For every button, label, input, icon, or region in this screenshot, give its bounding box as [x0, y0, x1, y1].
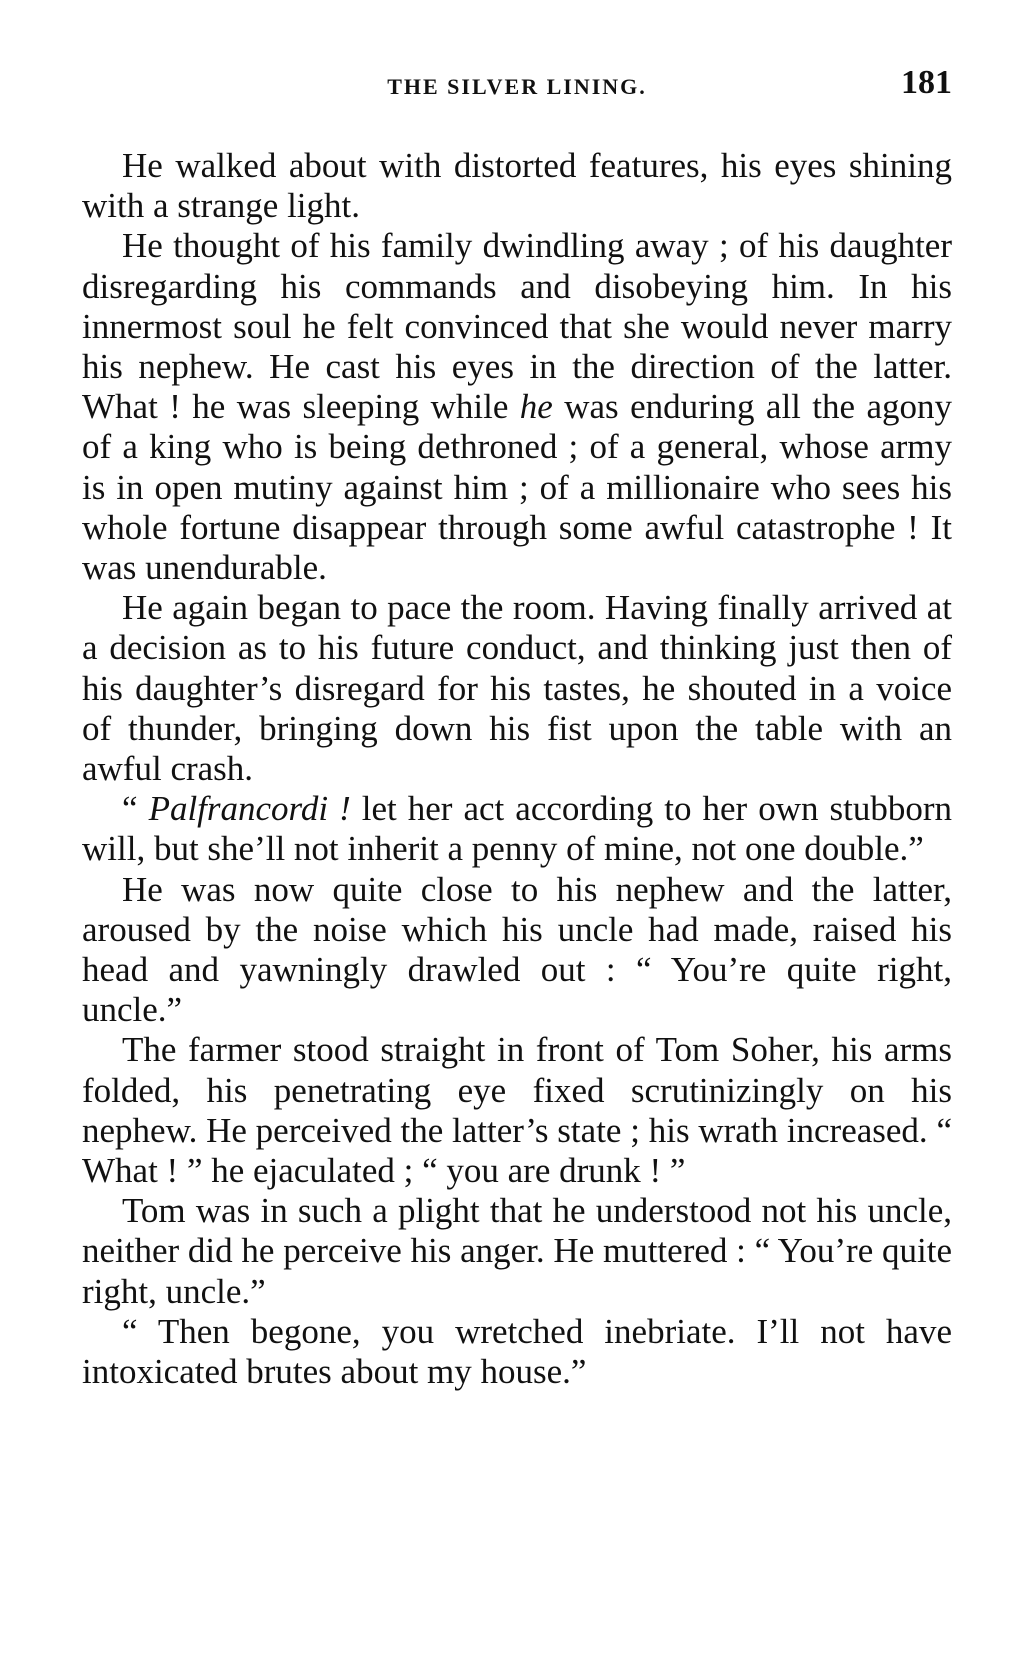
paragraph: [82, 789, 952, 869]
text-run: was enduring all the agony of a king who is being dethroned ; of a general, whose army is in open mutiny against him ; of a millionaire who sees his whole fortune disappear through some awful catastrophe ! It was unendurable.: [82, 387, 953, 588]
text-run: Tom was in such a plight that he understood not his uncle, neither did he perceive his anger. He muttered : “ You’re quite right, uncle.”: [82, 1191, 952, 1311]
italic-text: he: [519, 387, 553, 427]
page-number: 181: [901, 64, 952, 101]
body-text: [82, 146, 952, 1392]
paragraph: [82, 226, 952, 588]
paragraph: [82, 870, 952, 1031]
paragraph: [82, 1191, 952, 1312]
text-run: “ Then begone, you wretched inebriate. I’ll not have intoxicated brutes about my house.”: [82, 1311, 952, 1392]
paragraph: [82, 1312, 952, 1392]
text-run: He walked about with distorted features, his eyes shining with a strange light.: [82, 146, 952, 226]
paragraph: [82, 588, 952, 789]
text-run: let her act according to her own stubborn will, but she’ll not inherit a penny of mine, not one double.”: [82, 789, 953, 869]
running-head: [82, 64, 952, 108]
paragraph: [82, 146, 952, 226]
text-run: He was now quite close to his nephew and the latter, aroused by the noise which his uncle had made, raised his head and yawningly drawled out : “ You’re quite right, uncle.”: [82, 869, 952, 1030]
italic-text: Palfrancordi !: [148, 789, 351, 829]
text-run: He again began to pace the room. Having finally arrived at a decision as to his future conduct, and thinking just then of his daughter’s disregard for his tastes, he shouted in a voice of thunder, bringing down his fist upon the table with an awful crash.: [82, 588, 952, 789]
text-run: He thought of his family dwindling away ; of his daughter disregarding his commands and disobeying him. In his innermost soul he felt convinced that she would never marry his nephew. He cast his eyes in the direction of the latter. What ! he was sleeping while: [82, 226, 952, 427]
text-run: The farmer stood straight in front of Tom Soher, his arms folded, his penetrating eye fixed scrutinizingly on his nephew. He perceived the latter’s state ; his wrath increased. “ What ! ” he ejaculated ; “ you are drunk ! ”: [82, 1030, 952, 1191]
running-title: THE SILVER LINING.: [387, 74, 647, 99]
text-run: “: [122, 789, 149, 829]
paragraph: [82, 1030, 952, 1191]
